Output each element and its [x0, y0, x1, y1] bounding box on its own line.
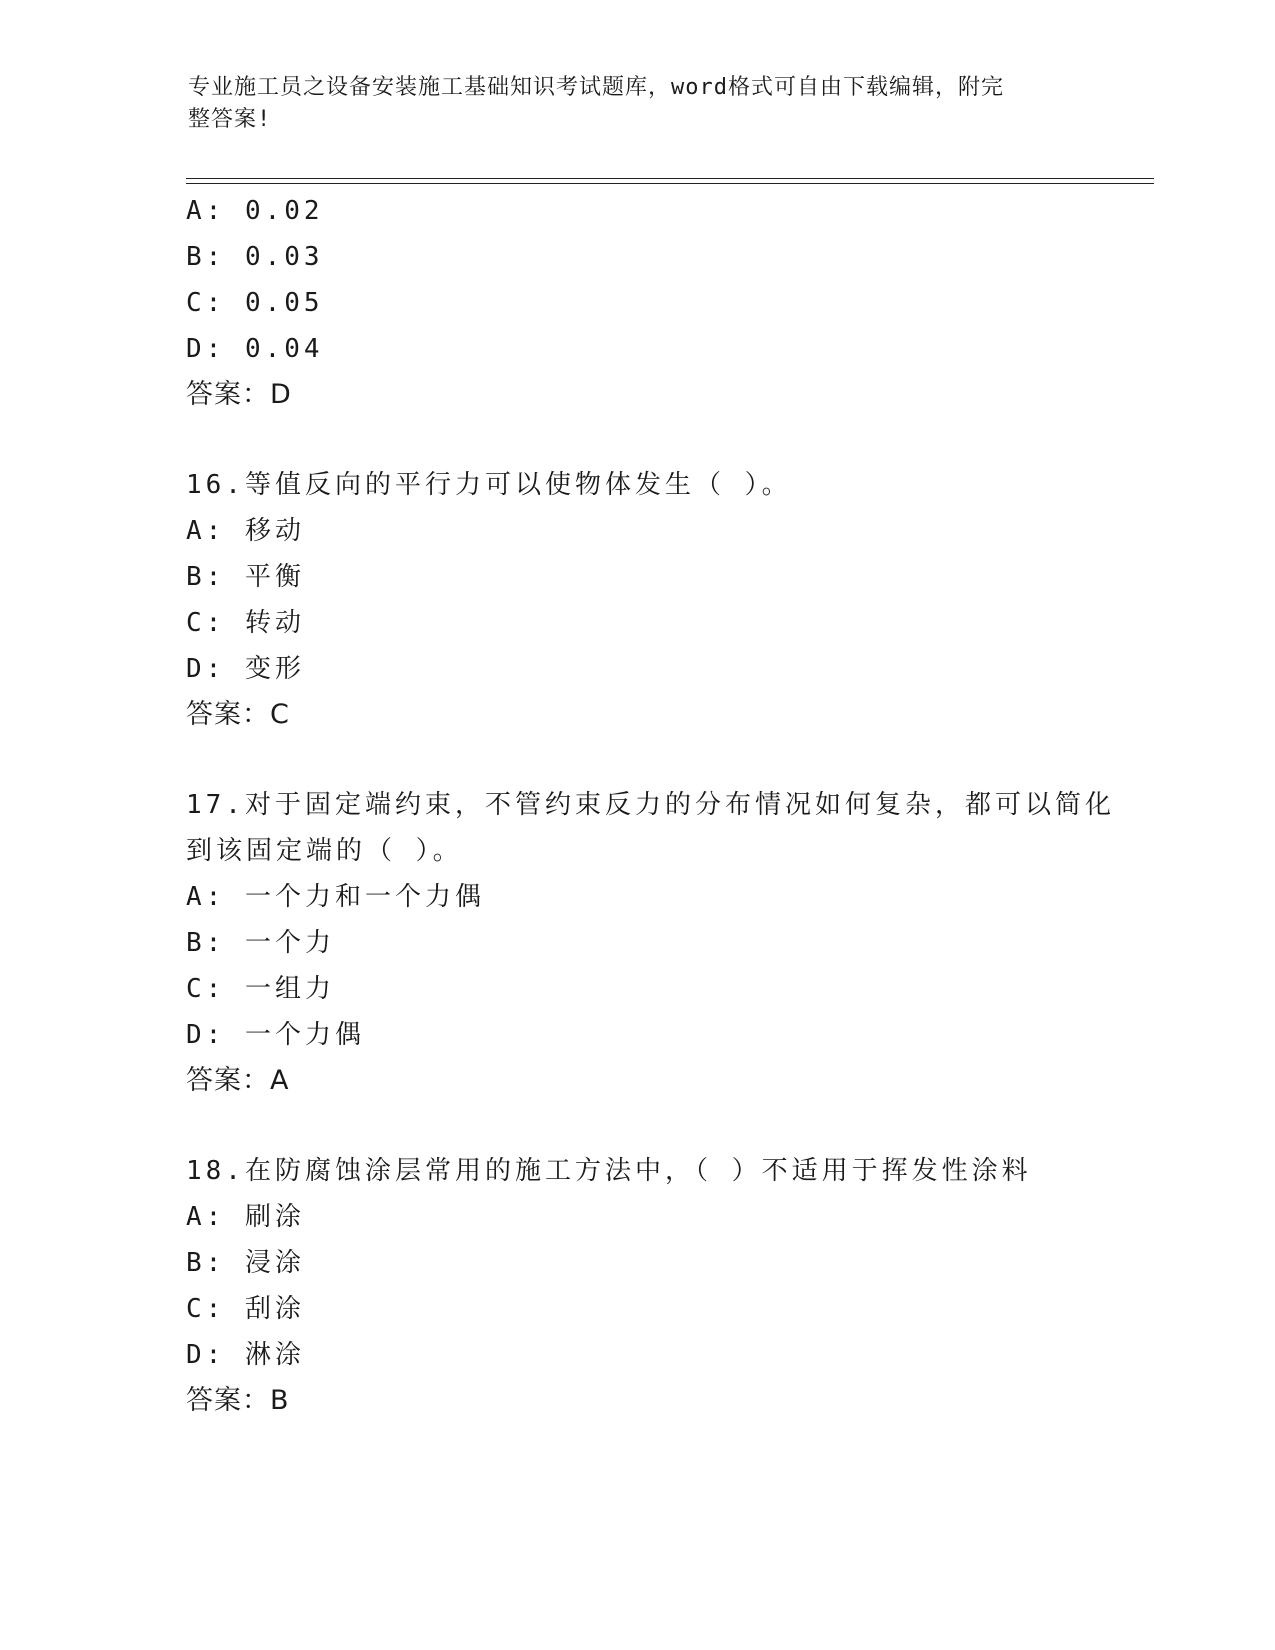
option-a: A: 移动 — [186, 516, 305, 546]
question-17-block — [186, 782, 1115, 1104]
option-c: C: 转动 — [186, 608, 305, 638]
question-stem-continued: 到该固定端的（ ）。 — [186, 836, 463, 866]
question-15-block — [186, 188, 1086, 418]
question-stem: 17.对于固定端约束，不管约束反力的分布情况如何复杂，都可以简化 — [186, 790, 1115, 820]
header-divider-top — [186, 178, 1154, 179]
option-a: A: 一个力和一个力偶 — [186, 882, 485, 912]
header-divider-bottom — [186, 183, 1154, 184]
answer-line: 答案：C — [186, 699, 290, 730]
question-18-block — [186, 1148, 1086, 1424]
option-c: C: 刮涂 — [186, 1294, 305, 1324]
option-d: D: 变形 — [186, 654, 305, 684]
question-stem: 18.在防腐蚀涂层常用的施工方法中，（ ）不适用于挥发性涂料 — [186, 1156, 1032, 1186]
question-stem: 16.等值反向的平行力可以使物体发生（ ）。 — [186, 470, 792, 500]
question-16-block — [186, 462, 1086, 738]
option-b: B: 平衡 — [186, 562, 305, 592]
option-b: B: 0.03 — [186, 242, 324, 272]
document-header — [188, 72, 1068, 136]
option-c: C: 0.05 — [186, 288, 324, 318]
option-c: C: 一组力 — [186, 974, 335, 1004]
option-d: D: 淋涂 — [186, 1340, 305, 1370]
option-b: B: 一个力 — [186, 928, 335, 958]
header-title-line-1: 专业施工员之设备安装施工基础知识考试题库，word格式可自由下载编辑，附完 — [188, 75, 1004, 100]
option-a: A: 0.02 — [186, 196, 324, 226]
option-d: D: 一个力偶 — [186, 1020, 365, 1050]
question-content — [186, 188, 1115, 1424]
option-d: D: 0.04 — [186, 334, 324, 364]
answer-line: 答案：A — [186, 1065, 290, 1096]
option-b: B: 浸涂 — [186, 1248, 305, 1278]
header-title-line-2: 整答案! — [188, 107, 272, 132]
answer-line: 答案：D — [186, 379, 292, 410]
option-a: A: 刷涂 — [186, 1202, 305, 1232]
answer-line: 答案：B — [186, 1385, 290, 1416]
